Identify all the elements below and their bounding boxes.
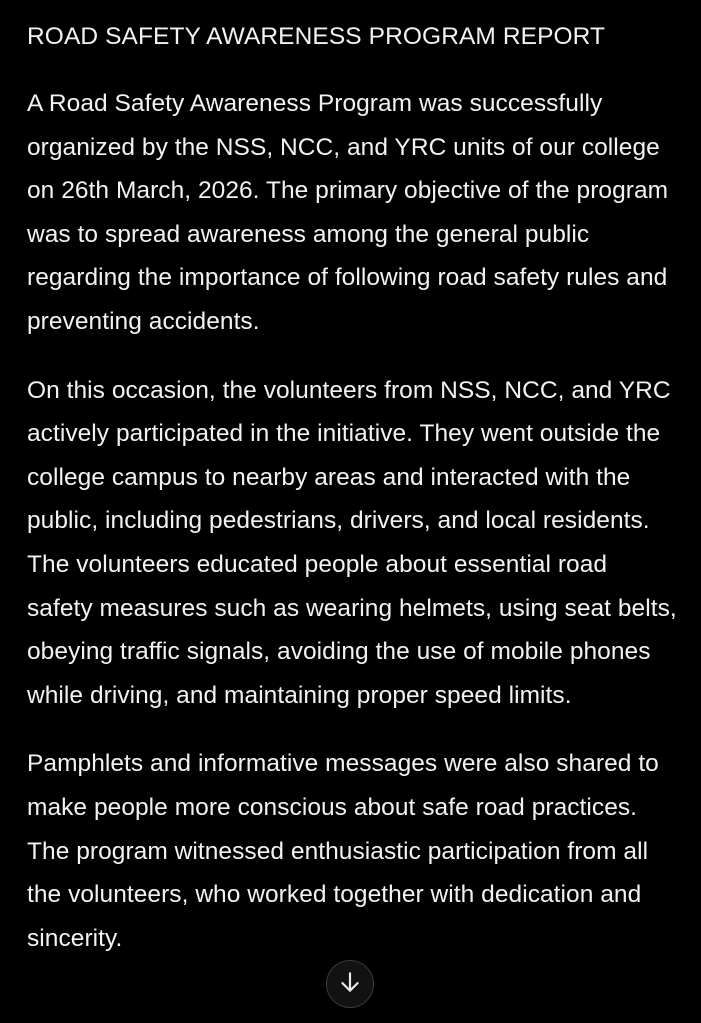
document-body — [27, 18, 677, 985]
document-title: ROAD SAFETY AWARENESS PROGRAM REPORT — [27, 23, 606, 50]
scroll-to-bottom-button[interactable] — [326, 960, 374, 1008]
arrow-down-icon — [337, 969, 363, 1000]
paragraph-1: A Road Safety Awareness Program was successfully organized by the NSS, NCC, and YRC units of our college on 26th March, 2026. The primary objective of the program was to spread awareness among the general public regarding the importance of following road safety rules and preventing accidents. — [27, 90, 669, 335]
paragraph-3: Pamphlets and informative messages were also shared to make people more conscious about safe road practices. The program witnessed enthusiastic participation from all the volunteers, who worked together with dedication and sincerity. — [27, 750, 659, 952]
paragraph-2: On this occasion, the volunteers from NSS, NCC, and YRC actively participated in the initiative. They went outside the college campus to nearby areas and interacted with the public, including pedestrians, drivers, and local residents. The volunteers educated people about essential road safety measures such as wearing helmets, using seat belts, obeying traffic signals, avoiding the use of mobile phones while driving, and maintaining proper speed limits. — [27, 376, 677, 709]
